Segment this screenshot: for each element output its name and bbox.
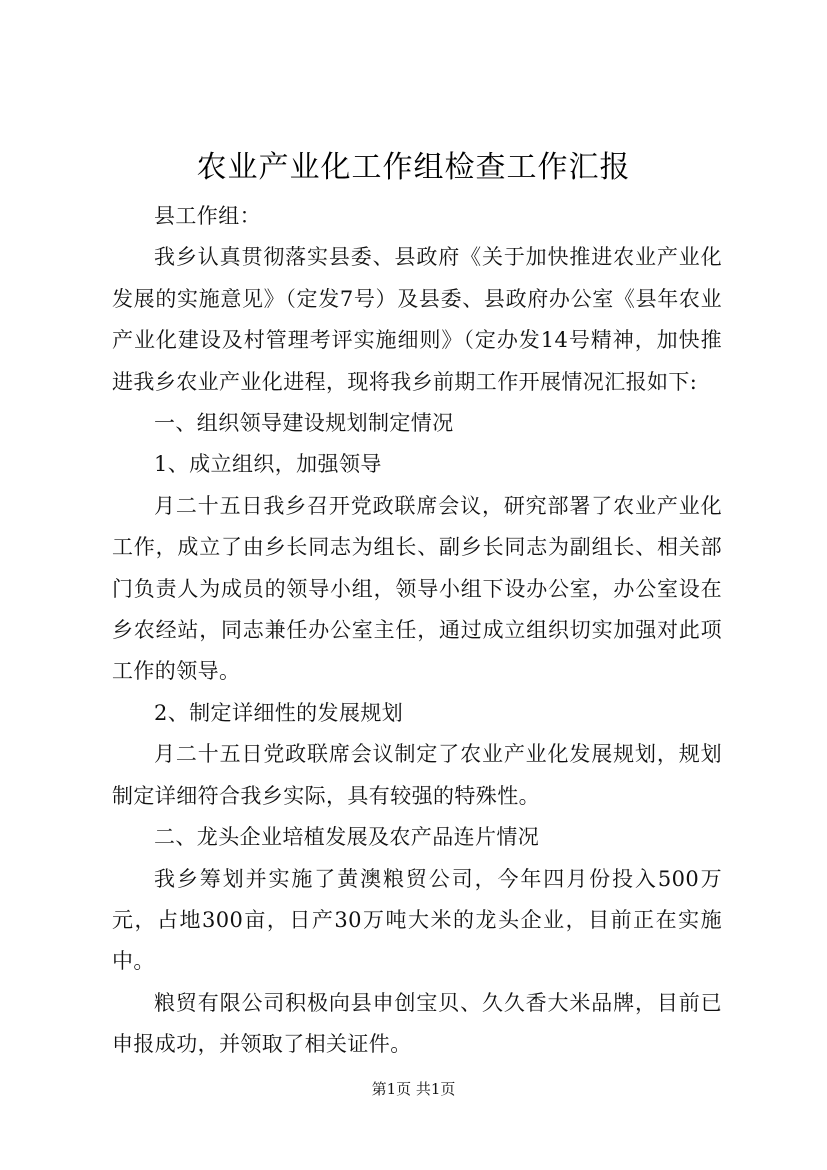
page-footer: 第1页 共1页 [371,1080,456,1098]
section-heading-2: 二、龙头企业培植发展及农产品连片情况 [154,825,540,850]
section-heading-1: 一、组织领导建设规划制定情况 [154,411,454,436]
paragraph-plan: 月二十五日党政联席会议制定了农业产业化发展规划，规划制定详细符合我乡实际，具有较强的特殊性。 [112,742,722,808]
subheading-1-2: 2、制定详细性的发展规划 [154,700,404,725]
document-title: 农业产业化工作组检查工作汇报 [196,150,631,185]
document-body [112,196,722,1066]
paragraph-brand: 粮贸有限公司积极向县申创宝贝、久久香大米品牌，目前已申报成功，并领取了相关证件。 [112,990,722,1057]
paragraph-organization: 月二十五日我乡召开党政联席会议，研究部署了农业产业化工作，成立了由乡长同志为组长、副乡长同志为副组长、相关部门负责人为成员的领导小组，领导小组下设办公室，办公室设在乡农经站，同志兼任办公室主任，通过成立组织切实加强对此项工作的领导。 [112,493,722,684]
subheading-1-1: 1、成立组织，加强领导 [154,452,382,477]
paragraph-intro: 我乡认真贯彻落实县委、县政府《关于加快推进农业产业化发展的实施意见》（定发7号）及县委、县政府办公室《县年农业产业化建设及村管理考评实施细则》（定办发14号精神，加快推进我乡农业产业化进程，现将我乡前期工作开展情况汇报如下: [112,245,722,394]
paragraph-enterprise: 我乡筹划并实施了黄澳粮贸公司，今年四月份投入500万元，占地300亩，日产30万吨大米的龙头企业，目前正在实施中。 [112,866,722,974]
salutation: 县工作组： [154,204,261,228]
